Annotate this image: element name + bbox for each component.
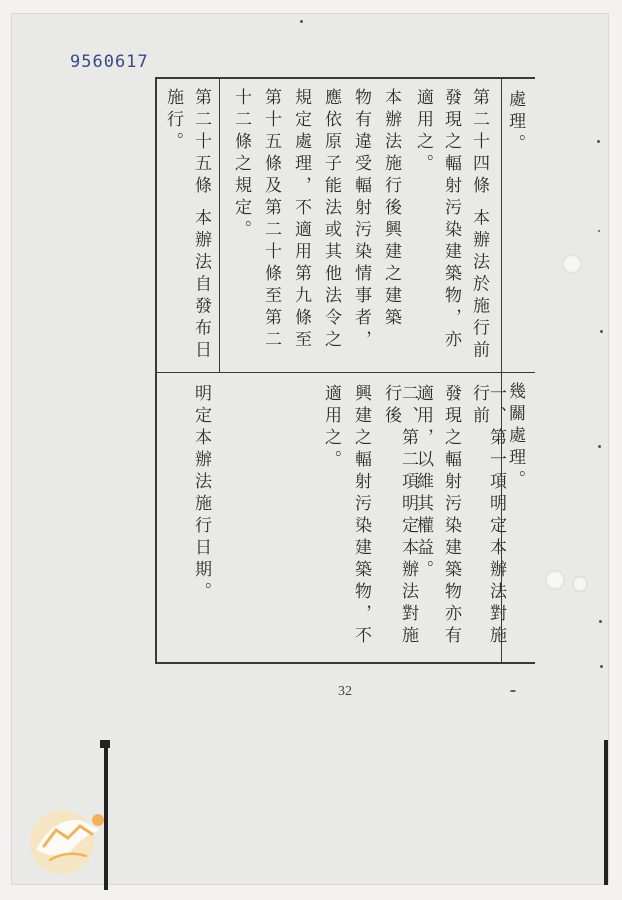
lower-text-col-3: 適用，以維其權益。 [413,384,433,582]
upper-text-col-8: 第十五條及第二十條至第二 [261,88,281,352]
speck [599,620,602,623]
table-left-border [155,77,157,664]
speck [600,330,603,333]
archive-logo-icon [22,790,118,886]
table-inner-divider [219,77,220,373]
document-number: 9560617 [70,52,149,72]
upper-text-col-3: 適用之。 [413,88,433,176]
punch-hole-bottom-2 [572,576,588,592]
upper-text-col-7: 規定處理，不適用第九條至 [291,88,311,352]
upper-text-col-11: 施行。 [163,88,183,154]
upper-text-col-2: 發現之輻射污染建築物，亦 [441,88,461,352]
upper-text-col-1: 第二十四條 本辦法於施行前 [469,88,489,363]
lower-header-text: 幾關處理。 [505,382,525,492]
punch-hole-bottom [545,570,565,590]
upper-text-col-6: 應依原子能法或其他法令之 [321,88,341,352]
speck [600,665,603,668]
lower-text-col-1: 一、第一項明定本辦法對施行前 [469,384,506,648]
speck [510,690,516,692]
right-edge-mark [604,740,608,885]
upper-text-col-4: 本辦法施行後興建之建築 [381,88,401,330]
table-row-divider [155,372,535,373]
speck [300,20,303,23]
left-edge-mark-head [100,740,110,748]
page-number: 32 [338,684,352,699]
lower-text-col-6: 適用之。 [321,384,341,472]
upper-header-text: 處理。 [505,90,525,156]
lower-text-col-5: 興建之輻射污染建築物，不 [351,384,371,648]
lower-text-col-2: 發現之輻射污染建築物亦有 [441,384,461,648]
upper-text-col-5: 物有違受輻射污染情事者， [351,88,371,352]
speck [598,230,600,232]
lower-text-col-4: 二、第二項明定本辦法對施行後 [381,384,418,648]
punch-hole-top [562,254,582,274]
upper-text-col-9: 十二條之規定。 [231,88,251,242]
table-top-border [155,77,535,79]
speck [597,140,600,143]
upper-text-col-10: 第二十五條 本辦法自發布日 [191,88,211,363]
speck [598,445,601,448]
lower-text-col-7: 明定本辦法施行日期。 [191,384,211,604]
table-bottom-border [155,662,535,664]
